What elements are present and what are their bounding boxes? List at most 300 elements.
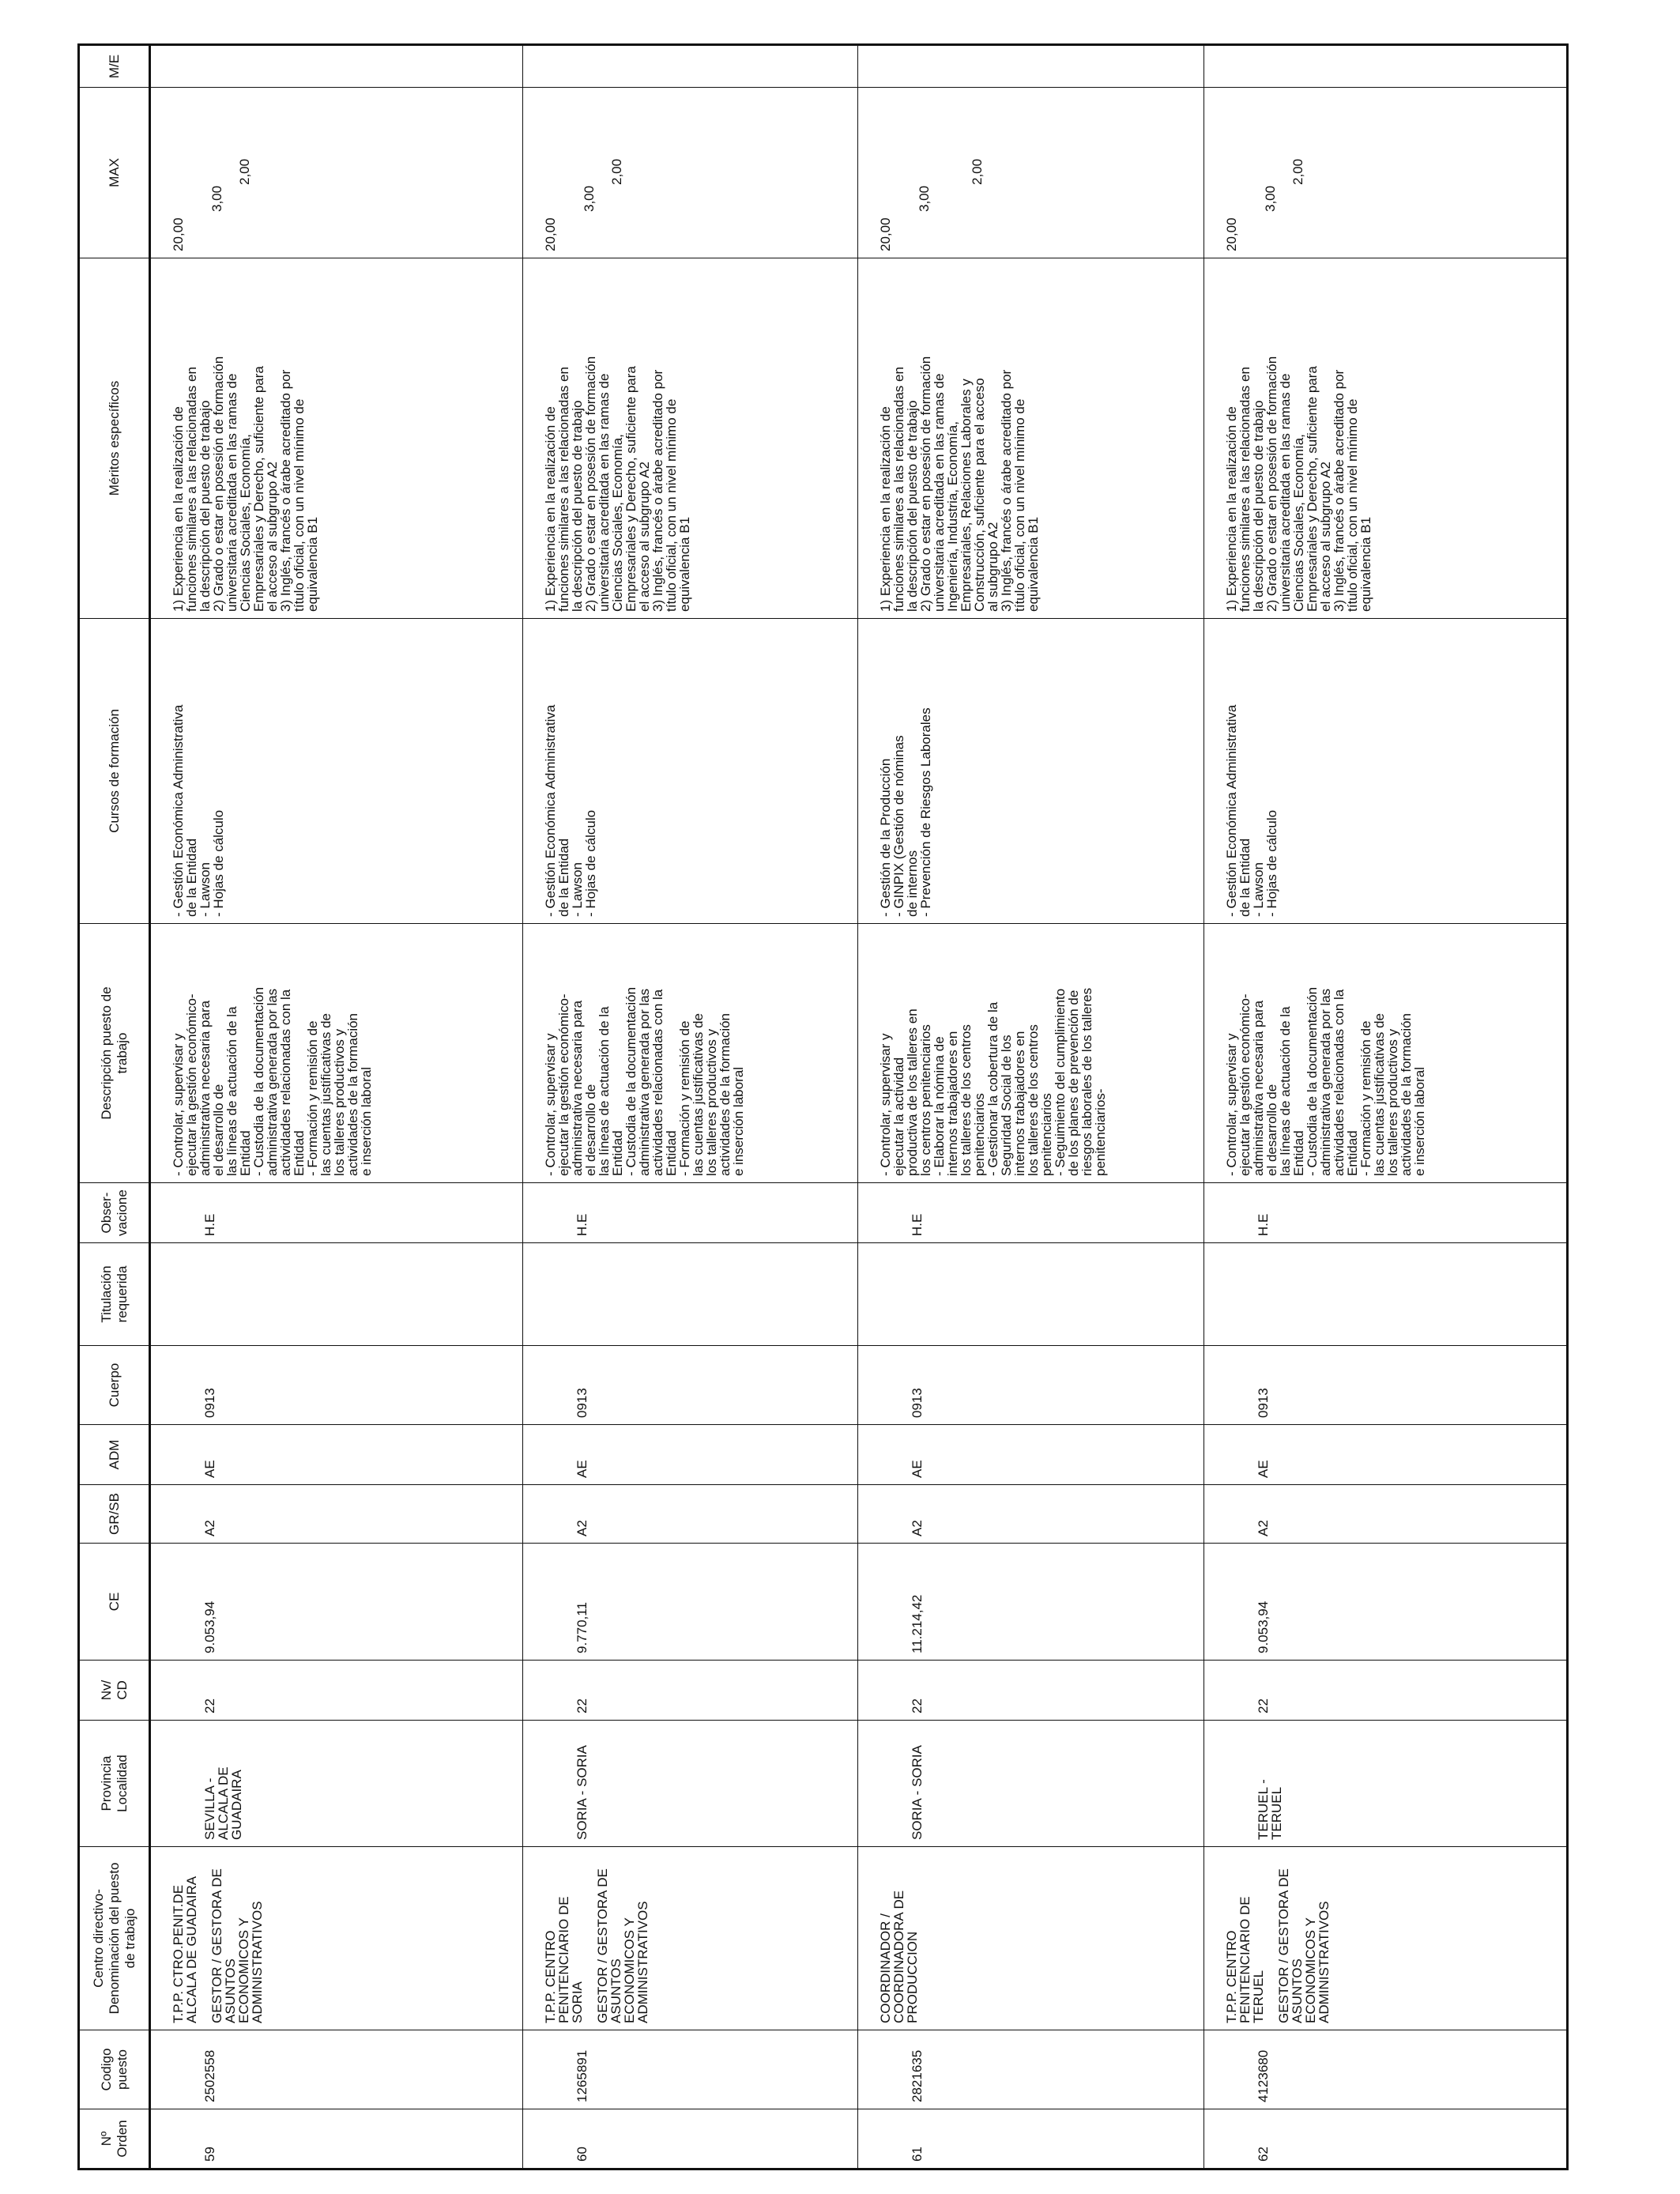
centro-line: ADMINISTRATIVOS [1317, 1901, 1332, 2023]
grsb-value: A2 [574, 1520, 590, 1536]
cuerpo-value: 0913 [202, 1388, 217, 1418]
header-provincia: Provincia Localidad [79, 1721, 150, 1847]
meritos-line: Empresariales y Derecho, suficiente para [623, 366, 638, 612]
meritos-line: 2) Grado o estar en posesión de formación [583, 356, 598, 612]
meritos-line: al subgrupo A2 [985, 522, 1000, 612]
header-cuerpo: Cuerpo [79, 1346, 150, 1425]
descripcion-line: el desarrollo de [583, 1084, 598, 1176]
max-values [171, 94, 251, 251]
descripcion-line: riesgos laborales de los talleres [1079, 987, 1094, 1176]
meritos-line: 1) Experiencia en la realización de [878, 406, 893, 612]
max-values [879, 94, 984, 251]
adm-value: AE [202, 1460, 217, 1478]
codigo-cell [1204, 2030, 1568, 2109]
max-cell [858, 88, 1204, 258]
ce-value: 9.770,11 [574, 1602, 590, 1653]
meritos-line: 3) Inglés, francés o árabe acreditado por [999, 369, 1014, 612]
descripcion-line: internos trabajadores en [1012, 1031, 1027, 1176]
descripcion-line: penitenciarios [972, 1093, 987, 1176]
descripcion-line: e inserción laboral [731, 1067, 746, 1176]
max-value: 20,00 [878, 217, 893, 251]
provincia-line: TERUEL [1269, 1786, 1284, 1840]
orden-value: 59 [202, 2147, 217, 2162]
grsb-value: A2 [202, 1520, 217, 1536]
cursos-lines [171, 625, 225, 917]
cursos-line: de la Entidad [1237, 838, 1252, 917]
table-row [150, 45, 523, 2169]
cursos-cell [150, 619, 523, 924]
meritos-line: 3) Inglés, francés o árabe acreditado por [650, 369, 665, 612]
cuerpo-cell [1204, 1346, 1568, 1425]
centro-line: GESTOR / GESTORA DE ASUNTOS [1276, 1868, 1305, 2023]
meritos-line: la descripción del puesto de trabajo [570, 400, 585, 612]
descripcion-line: productiva de los talleres en [905, 1008, 920, 1176]
grsb-cell [1204, 1485, 1568, 1544]
descripcion-line: administrativa generada por las [1318, 988, 1333, 1176]
titulacion-cell [1204, 1243, 1568, 1346]
meritos-line: universitaria acreditada en las ramas de [932, 373, 947, 612]
max-values [1225, 94, 1305, 251]
meritos-line: universitaria acreditada en las ramas de [597, 373, 612, 612]
max-value: 20,00 [543, 217, 558, 251]
meritos-line: 3) Inglés, francés o árabe acreditado por [1332, 369, 1347, 612]
header-nv: Nv/ CD [79, 1661, 150, 1721]
descripcion-line: Seguridad Social de los [999, 1035, 1014, 1176]
descripcion-line: - Controlar, supervisar y [878, 1033, 893, 1176]
codigo-value: 2502558 [202, 2049, 217, 2102]
meritos-line: Empresariales, Relaciones Laborales y [959, 379, 974, 612]
provincia-lines [171, 1727, 243, 1840]
header-grsb: GR/SB [79, 1485, 150, 1544]
adm-cell [1204, 1425, 1568, 1485]
meritos-line: Ciencias Sociales, Economía, [1291, 434, 1306, 612]
meritos-cell [1204, 258, 1568, 619]
descripcion-line: - Formación y remisión de [1358, 1020, 1373, 1176]
cursos-line: - Lawson [1251, 862, 1266, 917]
descripcion-line: - Gestionar la cobertura de la [985, 1001, 1000, 1176]
meritos-line: 1) Experiencia en la realización de [171, 406, 186, 612]
cuerpo-value: 0913 [1256, 1388, 1271, 1418]
centro-lines [879, 1853, 919, 2023]
header-meritos: Méritos específicos [79, 258, 150, 619]
descripcion-line: - Formación y remisión de [677, 1020, 692, 1176]
observaciones-value: H.E [574, 1213, 590, 1236]
meritos-line: Empresariales y Derecho, suficiente para [251, 366, 266, 612]
meritos-lines [879, 265, 1040, 612]
descripcion-line: los talleres de los centros [959, 1024, 974, 1176]
meritos-line: funciones similares a las relacionadas en [891, 367, 906, 612]
cursos-line: - Gestión Económica Administrativa [1224, 704, 1239, 917]
centro-line: COORDINADORA DE [891, 1890, 906, 2023]
adm-cell [523, 1425, 858, 1485]
cuerpo-value: 0913 [574, 1388, 590, 1418]
titulacion-cell [523, 1243, 858, 1346]
meritos-line: funciones similares a las relacionadas en [184, 367, 199, 612]
ce-value: 9.053,94 [202, 1600, 217, 1653]
meritos-lines [171, 265, 319, 612]
adm-cell [150, 1425, 523, 1485]
nv-cell [858, 1661, 1204, 1721]
provincia-line: SORIA - SORIA [910, 1745, 925, 1840]
nv-cell [150, 1661, 523, 1721]
provincia-line: GUADAIRA [229, 1770, 244, 1840]
descripcion-line: Entidad [292, 1130, 307, 1176]
meritos-line: 2) Grado o estar en posesión de formación [211, 356, 226, 612]
descripcion-line: de los planes de prevención de [1066, 990, 1081, 1176]
meritos-line: universitaria acreditada en las ramas de [224, 373, 239, 612]
descripcion-line: actividades de la formación [345, 1012, 360, 1176]
cursos-line: - Lawson [570, 862, 585, 917]
descripcion-line: e inserción laboral [359, 1067, 374, 1176]
nv-value: 22 [574, 1698, 590, 1713]
titulacion-value [1225, 1250, 1256, 1339]
descripcion-line: Entidad [610, 1130, 625, 1176]
header-cursos: Cursos de formación [79, 619, 150, 924]
header-adm: ADM [79, 1425, 150, 1485]
descripcion-lines [171, 930, 373, 1176]
descripcion-line: internos trabajadores en [945, 1031, 960, 1176]
adm-cell [858, 1425, 1204, 1485]
centro-line: T.P.P. CENTRO [1224, 1930, 1239, 2023]
codigo-value: 1265891 [574, 2049, 590, 2102]
descripcion-line: administrativa necesaria para [198, 1000, 213, 1176]
header-orden: Nº Orden [79, 2109, 150, 2169]
max-values [544, 94, 623, 251]
cursos-line: - Hojas de cálculo [583, 809, 598, 917]
descripcion-line: penitenciarios [1039, 1093, 1054, 1176]
cuerpo-cell [150, 1346, 523, 1425]
descripcion-line: los talleres productivos y [704, 1028, 719, 1176]
meritos-line: Ciencias Sociales, Economía, [610, 434, 625, 612]
titulacion-value [544, 1250, 575, 1339]
descripcion-line: el desarrollo de [211, 1084, 226, 1176]
max-value: 20,00 [1224, 217, 1239, 251]
meritos-line: Ingeniería, Industria, Economía, [945, 421, 960, 612]
max-value: 3,00 [1263, 185, 1278, 212]
descripcion-line: penitenciarios- [1093, 1088, 1108, 1176]
meritos-line: la descripción del puesto de trabajo [198, 400, 213, 612]
descripcion-lines [544, 930, 745, 1176]
observaciones-value: H.E [1256, 1213, 1271, 1236]
max-value: 3,00 [582, 185, 597, 212]
descripcion-line: las cuentas justificativas de [691, 1013, 706, 1176]
ce-cell [523, 1544, 858, 1661]
descripcion-line: - Custodia de la documentación [623, 986, 638, 1176]
header-descripcion: Descripción puesto de trabajo [79, 924, 150, 1183]
meritos-line: equivalencia B1 [1358, 516, 1373, 612]
max-value: 2,00 [237, 158, 252, 185]
ce-cell [1204, 1544, 1568, 1661]
descripcion-line: el desarrollo de [1264, 1084, 1279, 1176]
grsb-value: A2 [1256, 1520, 1271, 1536]
nv-value: 22 [910, 1698, 925, 1713]
table-row [523, 45, 858, 2169]
codigo-value: 4123680 [1256, 2049, 1271, 2102]
grsb-cell [150, 1485, 523, 1544]
cursos-cell [523, 619, 858, 924]
orden-value: 60 [574, 2147, 590, 2162]
orden-cell [1204, 2109, 1568, 2169]
centro-line: PENITENCIARIO DE SORIA [556, 1896, 585, 2023]
max-value: 20,00 [171, 217, 186, 251]
provincia-cell [523, 1721, 858, 1847]
descripcion-line: las cuentas justificativas de [318, 1013, 333, 1176]
descripcion-line: - Controlar, supervisar y [171, 1033, 186, 1176]
descripcion-line: - Custodia de la documentación [251, 986, 266, 1176]
descripcion-line: administrativa generada por las [637, 988, 652, 1176]
descripcion-line: administrativa necesaria para [570, 1000, 585, 1176]
meritos-line: 1) Experiencia en la realización de [543, 406, 558, 612]
orden-value: 62 [1256, 2147, 1271, 2162]
meritos-line: título oficial, con un nivel mínimo de [1012, 398, 1027, 612]
meritos-line: equivalencia B1 [677, 516, 692, 612]
meritos-line: título oficial, con un nivel mínimo de [1345, 398, 1360, 612]
descripcion-cell [858, 924, 1204, 1183]
meritos-line: funciones similares a las relacionadas en [556, 367, 571, 612]
nv-value: 22 [202, 1698, 217, 1713]
centro-line: COORDINADOR / [878, 1913, 893, 2023]
titulacion-value [171, 1250, 203, 1339]
descripcion-line: los talleres productivos y [332, 1028, 347, 1176]
descripcion-line: ejecutar la gestión económico- [1237, 993, 1252, 1176]
max-value: 2,00 [1290, 158, 1305, 185]
descripcion-line: - Seguimiento del cumplimiento [1053, 988, 1068, 1176]
me-cell [1204, 45, 1568, 88]
max-cell [523, 88, 858, 258]
header-titulacion: Titulación requerida [79, 1243, 150, 1346]
descripcion-line: ejecutar la actividad [891, 1057, 906, 1176]
grsb-cell [523, 1485, 858, 1544]
cursos-line: - Gestión Económica Administrativa [171, 704, 186, 917]
descripcion-line: las cuentas justificativas de [1372, 1013, 1387, 1176]
ce-cell [858, 1544, 1204, 1661]
cuerpo-cell [523, 1346, 858, 1425]
descripcion-line: ejecutar la gestión económico- [184, 993, 199, 1176]
titulacion-cell [150, 1243, 523, 1346]
observaciones-value: H.E [202, 1213, 217, 1236]
meritos-line: el acceso al subgrupo A2 [1318, 462, 1333, 612]
meritos-line: título oficial, con un nivel mínimo de [664, 398, 679, 612]
centro-lines [171, 1853, 264, 2023]
me-cell [150, 45, 523, 88]
descripcion-line: los talleres de los centros [1026, 1024, 1041, 1176]
max-cell [150, 88, 523, 258]
meritos-line: la descripción del puesto de trabajo [1251, 400, 1266, 612]
descripcion-line: - Controlar, supervisar y [1224, 1033, 1239, 1176]
descripcion-line: los talleres productivos y [1385, 1028, 1400, 1176]
descripcion-line: actividades relacionadas con la [1332, 989, 1347, 1176]
provincia-cell [1204, 1721, 1568, 1847]
nv-cell [1204, 1661, 1568, 1721]
meritos-line: 2) Grado o estar en posesión de formación [918, 356, 933, 612]
centro-line: PRODUCCION [905, 1931, 920, 2023]
adm-value: AE [910, 1460, 925, 1478]
centro-cell [1204, 1847, 1568, 2030]
centro-line: GESTOR / GESTORA DE ASUNTOS [595, 1868, 623, 2023]
centro-line: ECONOMICOS Y [1303, 1917, 1318, 2023]
codigo-cell [523, 2030, 858, 2109]
cursos-line: - Gestión de la Producción [878, 758, 893, 917]
nv-cell [523, 1661, 858, 1721]
max-value: 2,00 [609, 158, 624, 185]
header-ce: CE [79, 1544, 150, 1661]
provincia-cell [858, 1721, 1204, 1847]
descripcion-cell [523, 924, 858, 1183]
descripcion-line: - Elaborar la nómina de [932, 1036, 947, 1176]
titulacion-cell [858, 1243, 1204, 1346]
meritos-line: equivalencia B1 [1026, 516, 1041, 612]
descripcion-line: administrativa generada por las [265, 988, 280, 1176]
grsb-cell [858, 1485, 1204, 1544]
centro-line: T.P.P. CTRO.PENIT.DE [171, 1884, 186, 2023]
meritos-line: título oficial, con un nivel mínimo de [292, 398, 307, 612]
max-value: 3,00 [917, 185, 932, 212]
meritos-line: Ciencias Sociales, Economía, [238, 434, 253, 612]
descripcion-line: - Custodia de la documentación [1305, 986, 1320, 1176]
centro-line: T.P.P. CENTRO [543, 1930, 558, 2023]
provincia-cell [150, 1721, 523, 1847]
orden-value: 61 [910, 2147, 925, 2162]
max-cell [1204, 88, 1568, 258]
provincia-line: SORIA - SORIA [574, 1745, 590, 1840]
header-me: M/E [79, 45, 150, 88]
descripcion-line: actividades de la formación [718, 1012, 733, 1176]
descripcion-line: ejecutar la gestión económico- [556, 993, 571, 1176]
observaciones-cell [1204, 1183, 1568, 1243]
descripcion-line: actividades de la formación [1399, 1012, 1414, 1176]
line-gap [584, 1853, 596, 2023]
me-cell [523, 45, 858, 88]
descripcion-line: Entidad [664, 1130, 679, 1176]
codigo-cell [150, 2030, 523, 2109]
meritos-line: Empresariales y Derecho, suficiente para [1305, 366, 1320, 612]
meritos-line: la descripción del puesto de trabajo [905, 400, 920, 612]
table-row [858, 45, 1204, 2169]
meritos-cell [523, 258, 858, 619]
nv-value: 22 [1256, 1698, 1271, 1713]
ce-cell [150, 1544, 523, 1661]
ce-value: 11.214,42 [910, 1594, 925, 1653]
observaciones-cell [523, 1183, 858, 1243]
meritos-lines [544, 265, 691, 612]
cursos-line: - Hojas de cálculo [1264, 809, 1279, 917]
cursos-line: - Lawson [198, 862, 213, 917]
descripcion-line: las líneas de actuación de la [1278, 1006, 1293, 1176]
meritos-lines [1225, 265, 1373, 612]
orden-cell [523, 2109, 858, 2169]
cursos-cell [858, 619, 1204, 924]
meritos-line: 3) Inglés, francés o árabe acreditado por [278, 369, 293, 612]
observaciones-cell [858, 1183, 1204, 1243]
cursos-cell [1204, 619, 1568, 924]
me-cell [858, 45, 1204, 88]
descripcion-line: Entidad [1291, 1130, 1306, 1176]
header-codigo: Codigo puesto [79, 2030, 150, 2109]
adm-value: AE [1256, 1460, 1271, 1478]
descripcion-lines [1225, 930, 1426, 1176]
positions-table [77, 43, 1569, 2170]
centro-line: ECONOMICOS Y [622, 1917, 637, 2023]
cursos-line: - Prevención de Riesgos Laborales [918, 707, 933, 917]
centro-line: ALCALA DE GUADAIRA [184, 1875, 199, 2023]
centro-line: ADMINISTRATIVOS [250, 1901, 265, 2023]
max-value: 2,00 [970, 158, 985, 185]
centro-cell [150, 1847, 523, 2030]
codigo-value: 2821635 [910, 2049, 925, 2102]
descripcion-line: Entidad [1345, 1130, 1360, 1176]
centro-line: ADMINISTRATIVOS [635, 1901, 650, 2023]
grsb-value: A2 [910, 1520, 925, 1536]
descripcion-line: administrativa necesaria para [1251, 1000, 1266, 1176]
header-row [79, 45, 150, 2169]
meritos-line: 1) Experiencia en la realización de [1224, 406, 1239, 612]
provincia-line: SEVILLA - [202, 1777, 217, 1840]
descripcion-line: los centros penitenciarios [918, 1024, 933, 1176]
meritos-line: equivalencia B1 [305, 516, 320, 612]
cursos-line: - Hojas de cálculo [211, 809, 226, 917]
ce-value: 9.053,94 [1256, 1600, 1271, 1653]
table-row [1204, 45, 1568, 2169]
descripcion-line: e inserción laboral [1412, 1067, 1427, 1176]
meritos-line: universitaria acreditada en las ramas de [1278, 373, 1293, 612]
meritos-cell [858, 258, 1204, 619]
observaciones-cell [150, 1183, 523, 1243]
descripcion-cell [150, 924, 523, 1183]
descripcion-line: las líneas de actuación de la [224, 1006, 239, 1176]
cursos-line: - GINPIX (Gestión de nóminas [891, 735, 906, 917]
descripcion-line: las líneas de actuación de la [597, 1006, 612, 1176]
cursos-line: de internos [905, 850, 920, 917]
orden-cell [858, 2109, 1204, 2169]
provincia-line: ALCALA DE [216, 1766, 231, 1840]
centro-cell [523, 1847, 858, 2030]
meritos-line: funciones similares a las relacionadas en [1237, 367, 1252, 612]
max-value: 3,00 [209, 185, 224, 212]
header-centro: Centro directivo- Denominación del puesto de trabajo [79, 1847, 150, 2030]
descripcion-line: Entidad [238, 1130, 253, 1176]
cuerpo-value: 0913 [910, 1388, 925, 1418]
adm-value: AE [574, 1460, 590, 1478]
cuerpo-cell [858, 1346, 1204, 1425]
meritos-line: 2) Grado o estar en posesión de formación [1264, 356, 1279, 612]
cursos-lines [1225, 625, 1279, 917]
centro-line: PENITENCIARIO DE TERUEL [1237, 1896, 1266, 2023]
descripcion-line: actividades relacionadas con la [278, 989, 293, 1176]
meritos-cell [150, 258, 523, 619]
centro-lines [1225, 1853, 1331, 2023]
meritos-line: el acceso al subgrupo A2 [637, 462, 652, 612]
descripcion-cell [1204, 924, 1568, 1183]
cursos-lines [879, 625, 932, 917]
orden-cell [150, 2109, 523, 2169]
centro-cell [858, 1847, 1204, 2030]
descripcion-line: - Formación y remisión de [305, 1020, 320, 1176]
descripcion-line: - Controlar, supervisar y [543, 1033, 558, 1176]
cursos-lines [544, 625, 597, 917]
titulacion-value [879, 1250, 910, 1339]
descripcion-line: actividades relacionadas con la [650, 989, 665, 1176]
meritos-line: el acceso al subgrupo A2 [265, 462, 280, 612]
descripcion-lines [879, 930, 1107, 1176]
cursos-line: de la Entidad [184, 838, 199, 917]
line-gap [198, 1853, 210, 2023]
meritos-line: Construcción, suficiente para el acceso [972, 378, 987, 612]
observaciones-value: H.E [910, 1213, 925, 1236]
header-max: MAX [79, 88, 150, 258]
provincia-lines [544, 1727, 589, 1840]
header-observaciones: Obser- vacione [79, 1183, 150, 1243]
cursos-line: - Gestión Económica Administrativa [543, 704, 558, 917]
